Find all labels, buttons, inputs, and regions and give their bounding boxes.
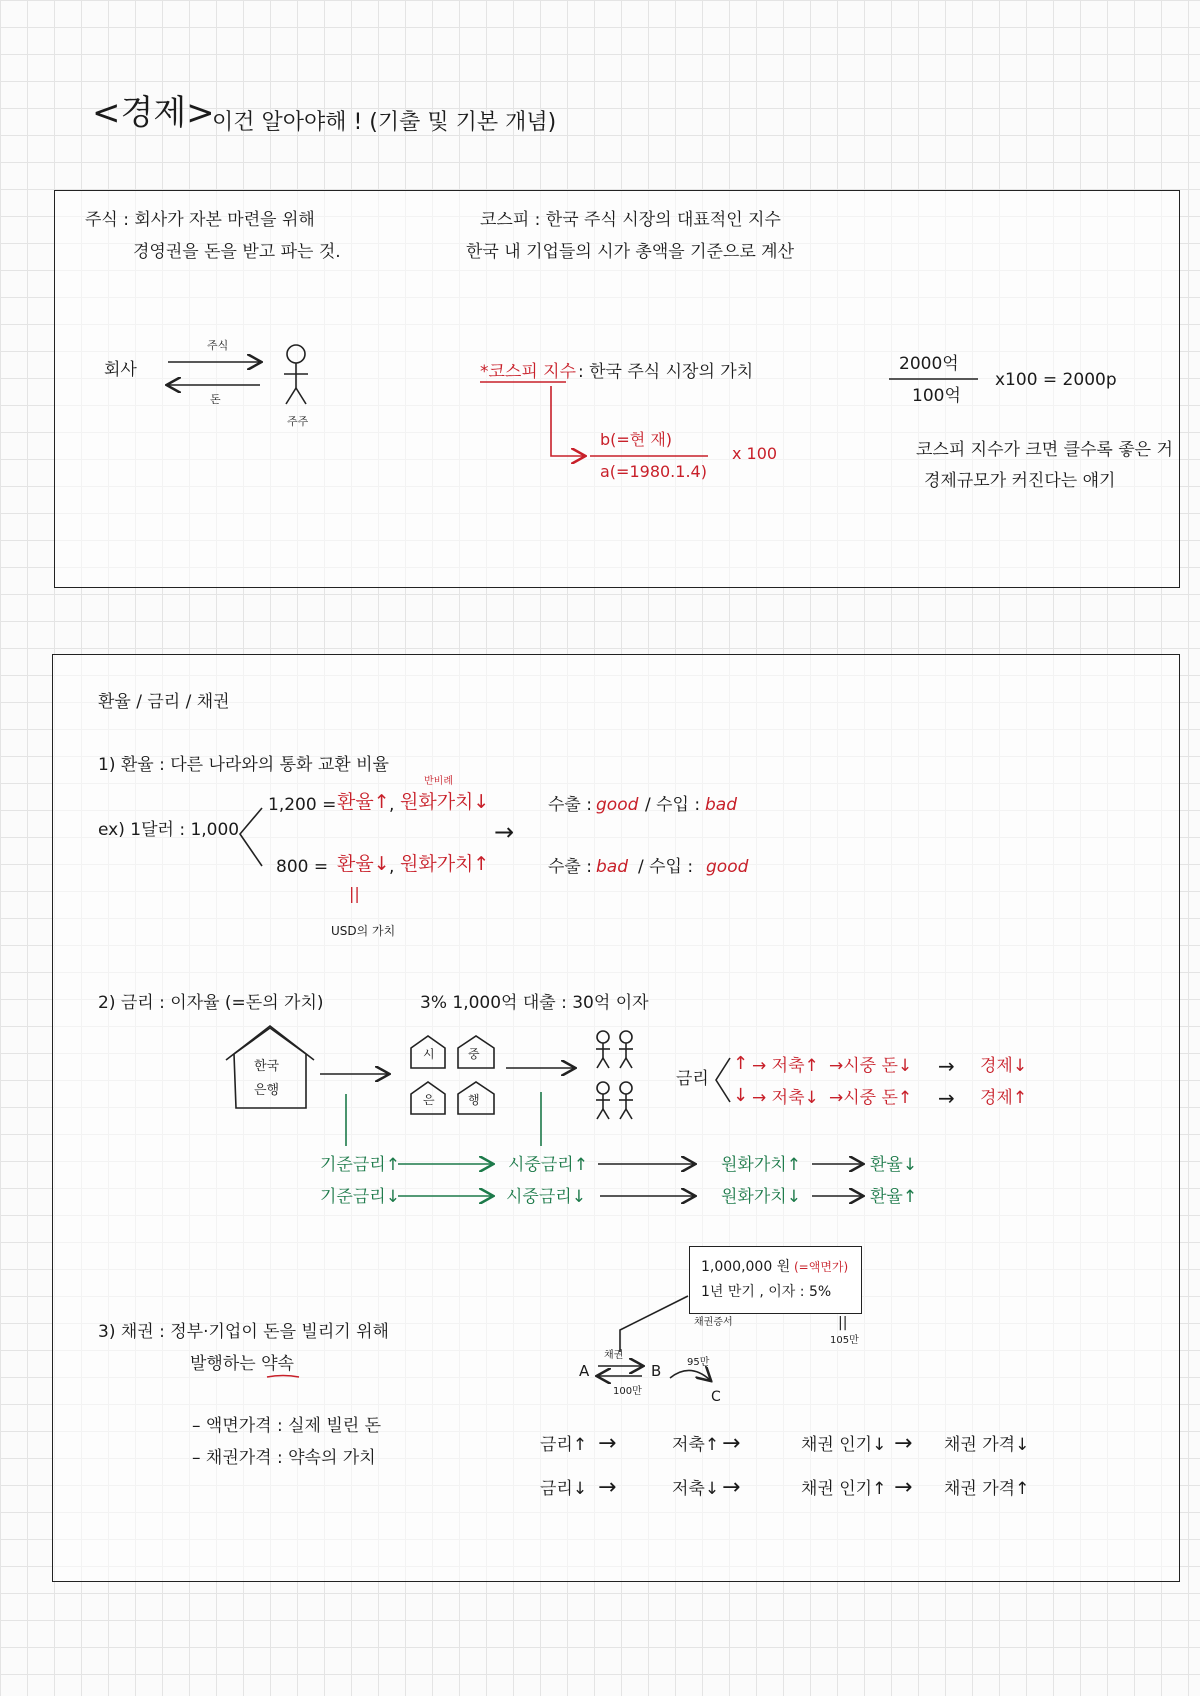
cert-terms: 1년 만기 , 이자 : 5% bbox=[701, 1284, 832, 1300]
bond-row2-arrow1: → bbox=[598, 1475, 617, 1500]
example-denominator: 100억 bbox=[912, 386, 961, 406]
kospi-note-line1: 코스피 지수가 크면 클수록 좋은 거 bbox=[916, 440, 1173, 460]
loan-example: 3% 1,000억 대출 : 30억 이자 bbox=[420, 993, 649, 1013]
central-bank-label2: 은행 bbox=[254, 1083, 280, 1098]
row2-prefix: 800 = bbox=[276, 857, 329, 877]
base-rate-down: 기준금리↓ bbox=[320, 1187, 400, 1207]
row2-rate: 환율↓ bbox=[337, 853, 390, 875]
company-label: 회사 bbox=[104, 360, 137, 380]
up-chain-economy: 경제↓ bbox=[980, 1056, 1028, 1076]
bond-title-line2: 발행하는 약속 bbox=[190, 1354, 294, 1374]
bond-row1-arrow2: → bbox=[722, 1431, 741, 1456]
bond-row1-saving: 저축↑ bbox=[672, 1435, 720, 1455]
bank-char-3: 은 bbox=[423, 1093, 435, 1107]
section-heading: 환율 / 금리 / 채권 bbox=[98, 692, 230, 712]
party-c: C bbox=[711, 1389, 721, 1405]
up-chain-arrow: ↑ bbox=[733, 1053, 749, 1074]
fx-up: 환율↑ bbox=[870, 1187, 918, 1207]
bank-char-4: 행 bbox=[468, 1093, 480, 1107]
cert-label: 채권증서 bbox=[694, 1317, 733, 1328]
row2-import-value: good bbox=[706, 857, 749, 877]
base-rate-up: 기준금리↑ bbox=[320, 1155, 400, 1175]
kospi-note-line2: 경제규모가 커진다는 얘기 bbox=[924, 471, 1116, 491]
row1-import-value: bad bbox=[705, 795, 737, 815]
kospi-definition-line1: 코스피 : 한국 주식 시장의 대표적인 지수 bbox=[480, 210, 781, 230]
bond-row2-popularity: 채권 인기↑ bbox=[801, 1479, 887, 1499]
formula-denominator: a(=1980.1.4) bbox=[600, 462, 707, 481]
bc-price-label: 95만 bbox=[687, 1357, 710, 1368]
row1-export: 수출 : bbox=[548, 795, 592, 815]
row1-import: / 수입 : bbox=[645, 795, 701, 815]
inverse-note: 반비례 bbox=[424, 776, 453, 787]
party-a: A bbox=[579, 1362, 590, 1380]
bond-row1-arrow3: → bbox=[894, 1431, 913, 1456]
row1-prefix: 1,200 = bbox=[268, 795, 337, 815]
exchange-title: 1) 환율 : 다른 나라와의 통화 교환 비율 bbox=[98, 755, 389, 775]
row1-rate: 환율↑ bbox=[337, 791, 390, 813]
market-rate-up: 시중금리↑ bbox=[508, 1155, 588, 1175]
row2-export-value: bad bbox=[596, 857, 628, 877]
bond-row1-rate: 금리↑ bbox=[540, 1435, 588, 1455]
up-chain-money: →시중 돈↓ bbox=[829, 1056, 913, 1076]
party-b: B bbox=[651, 1362, 662, 1380]
arrow-stock-label: 주식 bbox=[207, 339, 229, 352]
up-chain-saving: → 저축↑ bbox=[752, 1056, 819, 1076]
bond-row1-price: 채권 가격↓ bbox=[944, 1435, 1030, 1455]
row1-comma: , bbox=[389, 795, 395, 815]
face-value-def: – 액면가격 : 실제 빌린 돈 bbox=[192, 1416, 382, 1436]
won-value-down: 원화가치↓ bbox=[721, 1187, 801, 1207]
arrow-money-label: 돈 bbox=[210, 393, 221, 406]
page-subtitle: 이건 알아야해 ! (기출 및 기본 개념) bbox=[212, 110, 557, 135]
bond-row2-arrow2: → bbox=[722, 1475, 741, 1500]
equals-mark: || bbox=[349, 884, 360, 903]
row2-export: 수출 : bbox=[548, 857, 592, 877]
stock-definition-line2: 경영권을 돈을 받고 파는 것. bbox=[133, 242, 341, 262]
down-chain-arrow: ↓ bbox=[733, 1085, 749, 1106]
example-result: x100 = 2000p bbox=[995, 370, 1117, 390]
down-chain-saving: → 저축↓ bbox=[752, 1088, 819, 1108]
up-chain-arrow2: → bbox=[938, 1054, 955, 1078]
rate-label: 금리 bbox=[676, 1069, 709, 1089]
row1-export-value: good bbox=[596, 795, 639, 815]
won-value-up: 원화가치↑ bbox=[721, 1155, 801, 1175]
formula-times100: x 100 bbox=[732, 444, 778, 463]
down-chain-money: →시중 돈↑ bbox=[829, 1088, 913, 1108]
bank-char-1: 시 bbox=[423, 1047, 435, 1061]
bond-row2-arrow3: → bbox=[894, 1475, 913, 1500]
kospi-index-label: *코스피 지수 bbox=[480, 362, 577, 382]
cert-face-value-note: (=액면가) bbox=[794, 1260, 849, 1274]
stock-definition-line1: 주식 : 회사가 자본 마련을 위해 bbox=[85, 210, 315, 230]
bond-row2-saving: 저축↓ bbox=[672, 1479, 720, 1499]
shareholder-label: 주주 bbox=[287, 415, 309, 428]
usd-value-label: USD의 가치 bbox=[331, 924, 396, 938]
row2-comma: , bbox=[389, 857, 395, 877]
exchange-arrow: → bbox=[494, 818, 515, 846]
kospi-index-desc: : 한국 주식 시장의 가치 bbox=[578, 362, 754, 382]
ab-bond-label: 채권 bbox=[604, 1350, 624, 1361]
exchange-example: ex) 1달러 : 1,000 bbox=[98, 820, 240, 840]
row1-won-value: 원화가치↓ bbox=[400, 791, 490, 813]
kospi-definition-line2: 한국 내 기업들의 시가 총액을 기준으로 계산 bbox=[466, 242, 795, 262]
row2-import: / 수입 : bbox=[638, 857, 694, 877]
bond-row1-arrow1: → bbox=[598, 1431, 617, 1456]
cert-total: 105만 bbox=[830, 1335, 859, 1346]
market-rate-down: 시중금리↓ bbox=[506, 1187, 586, 1207]
fx-down: 환율↓ bbox=[870, 1155, 918, 1175]
down-chain-arrow2: → bbox=[938, 1086, 955, 1110]
bond-price-def: – 채권가격 : 약속의 가치 bbox=[192, 1448, 376, 1468]
example-numerator: 2000억 bbox=[899, 354, 959, 374]
page-title: <경제> bbox=[92, 93, 215, 133]
down-chain-economy: 경제↑ bbox=[980, 1088, 1028, 1108]
bond-row1-popularity: 채권 인기↓ bbox=[801, 1435, 887, 1455]
central-bank-label1: 한국 bbox=[254, 1059, 280, 1074]
bank-char-2: 중 bbox=[468, 1047, 480, 1061]
interest-title: 2) 금리 : 이자율 (=돈의 가치) bbox=[98, 993, 324, 1013]
bond-title-line1: 3) 채권 : 정부·기업이 돈을 빌리기 위해 bbox=[98, 1322, 389, 1342]
bond-row2-rate: 금리↓ bbox=[540, 1479, 588, 1499]
ab-money-label: 100만 bbox=[613, 1386, 642, 1397]
formula-numerator: b(=현 재) bbox=[600, 430, 673, 449]
cert-equals: || bbox=[838, 1315, 848, 1331]
bond-row2-price: 채권 가격↑ bbox=[944, 1479, 1030, 1499]
cert-face-value: 1,000,000 원 bbox=[701, 1259, 791, 1275]
row2-won-value: 원화가치↑ bbox=[400, 853, 490, 875]
